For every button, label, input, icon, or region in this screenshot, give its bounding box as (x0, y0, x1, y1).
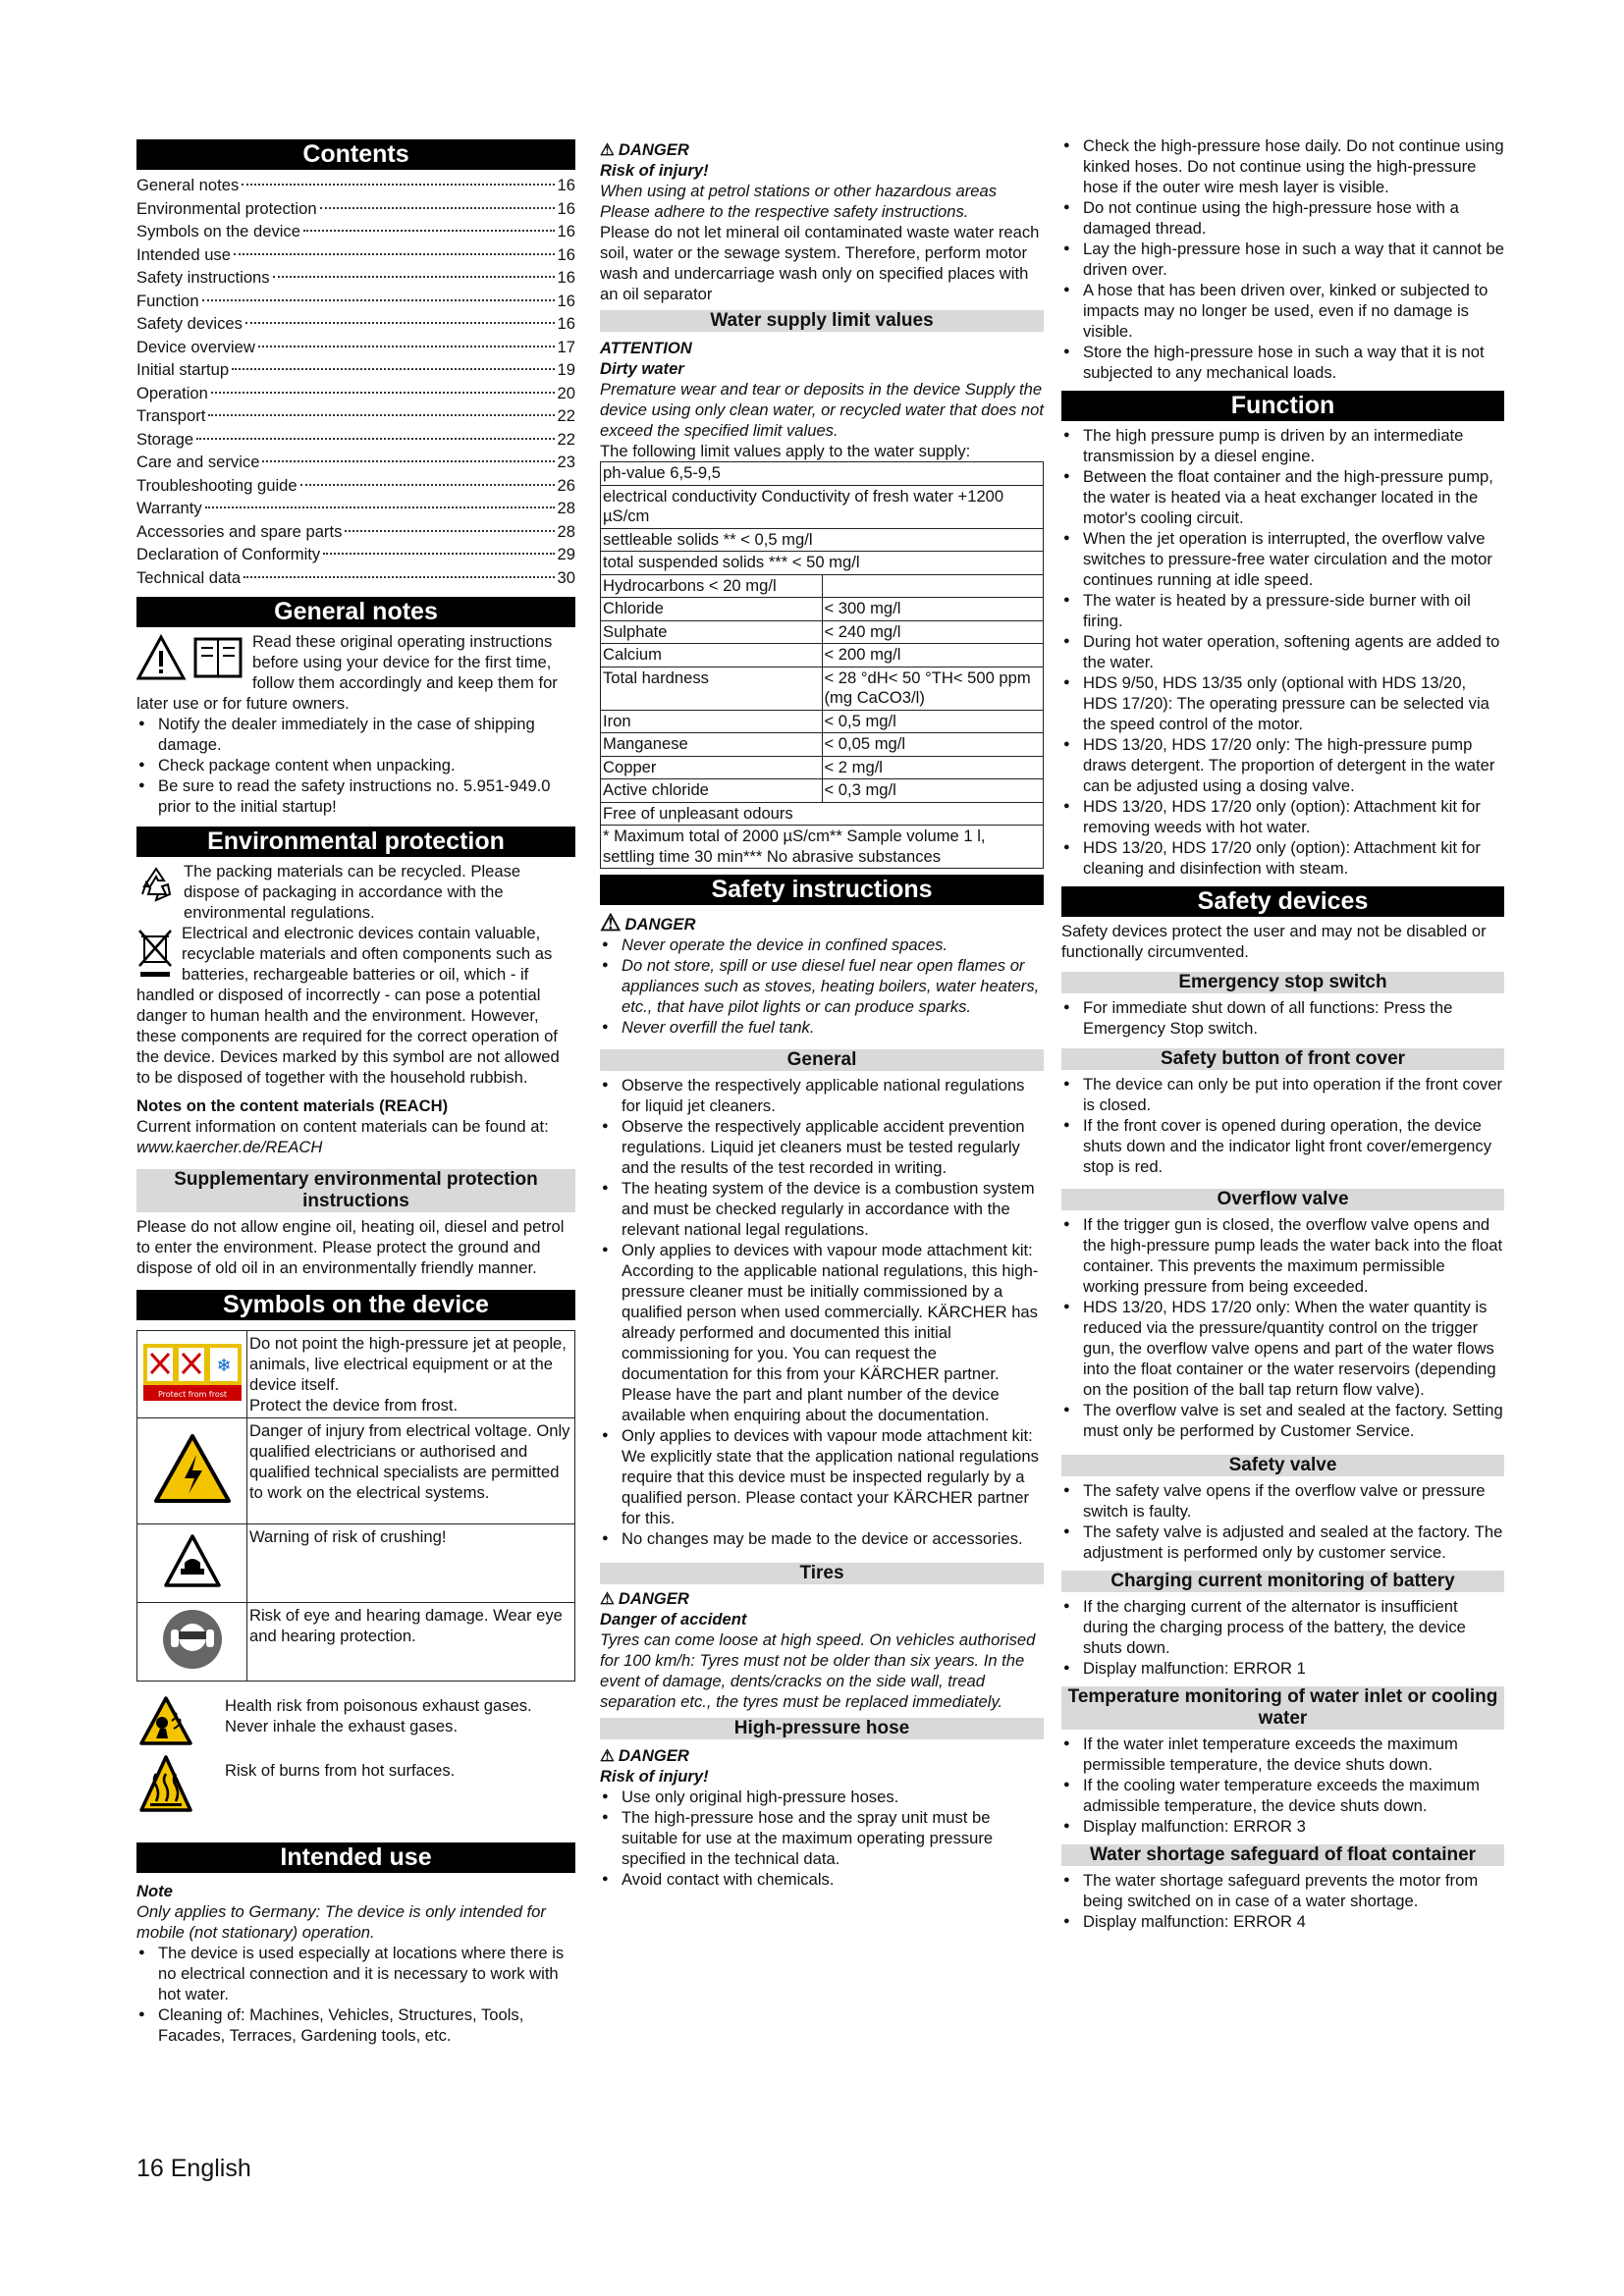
symbol-cell (137, 1524, 247, 1603)
toc-page: 20 (557, 383, 575, 402)
env-heading: Environmental protection (136, 827, 575, 857)
toc-entry[interactable] (136, 220, 575, 243)
read-manual-icon (136, 633, 244, 682)
toc-page: 16 (557, 291, 575, 310)
toc-entry[interactable] (136, 197, 575, 221)
list-item: ● Check package content when unpacking. (136, 755, 575, 775)
danger-text: DANGER (618, 1589, 689, 1608)
limit-value: < 200 mg/l (822, 644, 1044, 667)
table-row (601, 620, 1044, 644)
toc-label: General notes (136, 176, 240, 194)
list-item: ● The overflow valve is set and sealed at the factory. Setting must only be performed by Customer Service. (1061, 1400, 1504, 1441)
toc-label: Warranty (136, 499, 202, 517)
toc-page: 16 (557, 314, 575, 333)
recycle-block (136, 861, 575, 923)
svg-text:❄: ❄ (215, 1355, 232, 1376)
tires-danger: Danger of accident (600, 1610, 747, 1629)
crossed-bin-icon (136, 927, 174, 978)
symbol-text: Risk of eye and hearing damage. Wear eye and hearing protection. (247, 1603, 575, 1682)
risk-injury: Risk of injury! (600, 161, 709, 180)
limit-name: ph-value 6,5-9,5 (601, 462, 1044, 486)
toc-entry[interactable] (136, 174, 575, 197)
list-item: ● During hot water operation, softening agents are added to the water. (1061, 631, 1504, 672)
list-item: ● Observe the respectively applicable accident prevention regulations. Liquid jet cleaners must be tested regularly and the results of the test recorded in writing. (600, 1116, 1044, 1178)
table-row (601, 574, 1044, 598)
list-item: ● Check the high-pressure hose daily. Do not continue using kinked hoses. Do not continue using the high-pressure hose if the outer wire mesh layer is visible. (1061, 135, 1504, 197)
toc-page: 22 (557, 429, 575, 449)
limit-name: Free of unpleasant odours (601, 802, 1044, 826)
list-item: ● The device is used especially at locations where there is no electrical connection and it is necessary to work with hot water. (136, 1943, 575, 2004)
limit-value (822, 574, 1044, 598)
weee-text: Electrical and electronic devices contain valuable, recyclable materials and often components such as batteries, rechargeable batteries or oil, which - if handled or disposed of incorrectly - can pose a potential danger to human health and the environment. However, these components are required for the correct operation of the device. Devices marked by this symbol are not allowed to be disposed of together with the household rubbish. (136, 924, 560, 1087)
list-item: ● Display malfunction: ERROR 1 (1061, 1658, 1504, 1679)
table-row (601, 756, 1044, 779)
toc-label: Symbols on the device (136, 222, 300, 240)
list-item: ● No changes may be made to the device or accessories. (600, 1528, 1044, 1549)
symbol-jet-text: Do not point the high-pressure jet at people, animals, live electrical equipment or at the device itself. (249, 1334, 567, 1394)
symbol-text (247, 1331, 575, 1418)
reach-paragraph (136, 1116, 575, 1157)
table-row (601, 598, 1044, 621)
toc-label: Declaration of Conformity (136, 545, 321, 563)
toc-entry[interactable] (136, 520, 575, 544)
list-item: ● Only applies to devices with vapour mode attachment kit: According to the applicable national regulations, this high-pressure cleaner must be initially commissioned by a qualified person when used commercially. KÄRCHER has already performed and documented this initial commissioning for you. You can request the documentation for this from your KÄRCHER partner. Please have the part and plant number of the device available when enquiring about the documentation. (600, 1240, 1044, 1425)
burns-text: Risk of burns from hot surfaces. (225, 1761, 456, 1780)
general-notes-intro: Read these original operating instructions before using your device for the first time, follow them accordingly and keep them for later use or for future owners. (136, 632, 558, 713)
toc-leader (196, 438, 554, 440)
table-row (601, 552, 1044, 575)
general-notes-heading: General notes (136, 597, 575, 627)
water-limits-heading: Water supply limit values (600, 310, 1044, 332)
toc-page: 19 (557, 360, 575, 379)
safety-devices-text: Safety devices protect the user and may not be disabled or functionally circumvented. (1061, 922, 1487, 961)
toc-entry[interactable] (136, 451, 575, 474)
list-item: ● The device can only be put into operation if the front cover is closed. (1061, 1074, 1504, 1115)
limit-name: total suspended solids *** < 50 mg/l (601, 552, 1044, 575)
front-cover-heading: Safety button of front cover (1061, 1048, 1504, 1070)
list-item: ● If the charging current of the alternator is insufficient during the charging process of the battery, the device shuts down. (1061, 1596, 1504, 1658)
toc-page: 30 (557, 567, 575, 587)
toc-page: 26 (557, 475, 575, 495)
list-item: ● Display malfunction: ERROR 3 (1061, 1816, 1504, 1837)
charge-list (1061, 1596, 1504, 1679)
safety-danger-label (600, 910, 1044, 936)
temp-heading: Temperature monitoring of water inlet or cooling water (1061, 1686, 1504, 1730)
table-row (601, 710, 1044, 733)
toc-page: 16 (557, 244, 575, 264)
symbol-text: Danger of injury from electrical voltage. Only qualified electricians or authorised and qualified technical specialists are permitted to work on the electrical systems. (247, 1418, 575, 1524)
toc-label: Transport (136, 406, 206, 425)
toc-entry[interactable] (136, 474, 575, 498)
overflow-heading: Overflow valve (1061, 1189, 1504, 1210)
toc-entry[interactable] (136, 404, 575, 428)
limit-value: < 0,3 mg/l (822, 779, 1044, 803)
toc-leader (300, 484, 555, 486)
symbols-table (136, 1330, 575, 1682)
danger-text: DANGER (618, 1746, 689, 1765)
dirty-water-text: Premature wear and tear or deposits in the device Supply the device using only clean water, or recycled water that does not exceed the specified limit values. (600, 380, 1044, 440)
table-row (601, 462, 1044, 486)
water-limits-table (600, 461, 1044, 869)
safety-valve-list (1061, 1480, 1504, 1563)
list-item: ● The safety valve opens if the overflow valve or pressure switch is faulty. (1061, 1480, 1504, 1522)
general-notes-list (136, 714, 575, 817)
safety-danger-list (600, 934, 1044, 1038)
toc-page: 17 (557, 337, 575, 356)
list-item: ● HDS 9/50, HDS 13/35 only (optional with HDS 13/20, HDS 17/20): The operating pressure can be selected via the speed control of the motor. (1061, 672, 1504, 734)
attention-label: ATTENTION (600, 339, 692, 357)
toc-label: Operation (136, 383, 208, 402)
exhaust-text: Health risk from poisonous exhaust gases. Never inhale the exhaust gases. (225, 1696, 532, 1735)
toc-leader (232, 368, 554, 370)
limit-name: Manganese (601, 733, 823, 757)
general-notes-intro-block (136, 631, 575, 714)
note-label: Note (136, 1882, 173, 1900)
hose-danger-label (600, 1745, 1044, 1766)
hot-surface-icon (138, 1754, 193, 1813)
list-item: ● Only applies to devices with vapour mode attachment kit: We explicitly state that the application national regulations require that this device must be inspected regularly by a qualified person. Please contact your KÄRCHER partner for this. (600, 1425, 1044, 1528)
toc-page: 23 (557, 453, 575, 471)
toc-label: Device overview (136, 337, 255, 356)
toc-label: Accessories and spare parts (136, 521, 343, 541)
toc-leader (262, 460, 554, 462)
toc-page: 16 (557, 268, 575, 287)
exhaust-row (136, 1695, 575, 1746)
limit-name: Chloride (601, 598, 823, 621)
list-item: ● Between the float container and the high-pressure pump, the water is heated via a heat exchanger located in the motor's cooling circuit. (1061, 466, 1504, 528)
toc-leader (320, 207, 555, 209)
toc-label: Storage (136, 429, 194, 449)
danger-text: DANGER (624, 914, 696, 934)
estop-heading: Emergency stop switch (1061, 972, 1504, 993)
limit-name: electrical conductivity Conductivity of fresh water +1200 µS/cm (601, 485, 1044, 528)
toc-leader (258, 346, 555, 347)
list-item: ● Lay the high-pressure hose in such a way that it cannot be driven over. (1061, 239, 1504, 280)
reach-link[interactable]: www.kaercher.de/REACH (136, 1138, 323, 1156)
weee-block (136, 923, 575, 1088)
symbol-row (137, 1331, 575, 1418)
table-row (601, 485, 1044, 528)
overflow-list (1061, 1214, 1504, 1441)
column-left (136, 135, 575, 2046)
intended-use-heading: Intended use (136, 1842, 575, 1873)
symbol-row (137, 1418, 575, 1524)
limit-name: settleable solids ** < 0,5 mg/l (601, 528, 1044, 552)
column-right (1061, 135, 1504, 1932)
list-item: ● When the jet operation is interrupted, the overflow valve switches to pressure-free water circulation and the motor continues running at idle speed. (1061, 528, 1504, 590)
eye-ear-protection-icon (161, 1608, 224, 1671)
table-row (601, 826, 1044, 869)
toc-leader (205, 507, 555, 508)
water-shortage-list (1061, 1870, 1504, 1932)
charge-heading: Charging current monitoring of battery (1061, 1571, 1504, 1592)
symbol-frost-text: Protect the device from frost. (249, 1396, 459, 1415)
warning-triangle-icon: ⚠ (600, 140, 615, 159)
limit-name: Iron (601, 710, 823, 733)
tires-heading: Tires (600, 1563, 1044, 1584)
list-item: ● HDS 13/20, HDS 17/20 only: The high-pressure pump draws detergent. The proportion of detergent in the water can be adjusted using a dosing valve. (1061, 734, 1504, 796)
front-cover-list (1061, 1074, 1504, 1177)
supp-env-heading: Supplementary environmental protection instructions (136, 1169, 575, 1212)
toc-leader (303, 230, 555, 232)
toc-entry[interactable] (136, 312, 575, 336)
toc-leader (245, 322, 555, 324)
toc-page: 22 (557, 406, 575, 425)
symbols-heading: Symbols on the device (136, 1290, 575, 1320)
list-item: ● The high pressure pump is driven by an intermediate transmission by a diesel engine. (1061, 425, 1504, 466)
list-item: ● Never operate the device in confined spaces. (600, 934, 1044, 955)
list-item: ● If the trigger gun is closed, the overflow valve opens and the high-pressure pump leads the water back into the float container. This prevents the maximum permissible working pressure from being exceeded. (1061, 1214, 1504, 1297)
list-item: ● The water shortage safeguard prevents the motor from being switched on in case of a water shortage. (1061, 1870, 1504, 1911)
toc-page: 16 (557, 198, 575, 218)
toc-label: Safety instructions (136, 268, 270, 287)
safety-devices-heading: Safety devices (1061, 886, 1504, 917)
limit-value: < 240 mg/l (822, 620, 1044, 644)
warning-triangle-icon: ⚠ (600, 910, 622, 936)
toc-entry[interactable] (136, 336, 575, 359)
symbol-cell (137, 1418, 247, 1524)
toc-leader (211, 392, 555, 394)
function-list (1061, 425, 1504, 879)
limit-name: Sulphate (601, 620, 823, 644)
list-item: ● Notify the dealer immediately in the case of shipping damage. (136, 714, 575, 755)
toc-entry[interactable] (136, 428, 575, 452)
list-item: ● Never overfill the fuel tank. (600, 1017, 1044, 1038)
symbol-row (137, 1524, 575, 1603)
toc-label: Initial startup (136, 360, 230, 379)
symbol-cell (137, 1603, 247, 1682)
toc-label: Troubleshooting guide (136, 475, 298, 495)
contents-heading: Contents (136, 139, 575, 170)
toc-leader (345, 530, 554, 532)
crushing-hazard-icon (163, 1533, 222, 1588)
toc-label: Care and service (136, 453, 260, 471)
toc-entry[interactable] (136, 358, 575, 382)
tires-text: Tyres can come loose at high speed. On vehicles authorised for 100 km/h: Tyres must not be older than six years. In the event of damage, dents/cracks on the side wall, tread separation etc., the tyres must be replaced immediately. (600, 1630, 1036, 1711)
symbol-text: Warning of risk of crushing! (247, 1524, 575, 1603)
list-item: ● Display malfunction: ERROR 4 (1061, 1911, 1504, 1932)
symbol-row (137, 1603, 575, 1682)
burns-row (136, 1754, 575, 1813)
table-row (601, 644, 1044, 667)
note-text: Only applies to Germany: The device is only intended for mobile (not stationary) operation. (136, 1902, 546, 1942)
list-item: ● Do not continue using the high-pressure hose with a damaged thread. (1061, 197, 1504, 239)
reach-text: Current information on content materials can be found at: (136, 1117, 549, 1136)
list-item: ● Cleaning of: Machines, Vehicles, Structures, Tools, Facades, Terraces, Gardening tools, etc. (136, 2004, 575, 2046)
toc-leader (202, 299, 555, 301)
list-item: ● The high-pressure hose and the spray unit must be suitable for use at the maximum operating pressure specified in the technical data. (600, 1807, 1044, 1869)
temp-list (1061, 1734, 1504, 1837)
toc-entry[interactable] (136, 566, 575, 590)
general-list (600, 1075, 1044, 1549)
table-row (601, 733, 1044, 757)
hose-heading: High-pressure hose (600, 1718, 1044, 1739)
toc-leader (323, 553, 554, 555)
toc-leader (273, 276, 555, 278)
list-item: ● If the cooling water temperature exceeds the maximum admissible temperature, the device shuts down. (1061, 1775, 1504, 1816)
toc-leader (234, 253, 555, 255)
limit-name: Active chloride (601, 779, 823, 803)
limit-name: Hydrocarbons < 20 mg/l (601, 574, 823, 598)
page-footer: 16 English (136, 2155, 251, 2182)
limit-value: < 0,5 mg/l (822, 710, 1044, 733)
list-item: ● The safety valve is adjusted and sealed at the factory. The adjustment is performed only by customer service. (1061, 1522, 1504, 1563)
list-item: ● The heating system of the device is a combustion system and must be checked regularly in accordance with the relevant national legal regulations. (600, 1178, 1044, 1240)
warning-triangle-icon: ⚠ (600, 1589, 615, 1608)
table-row (601, 528, 1044, 552)
table-row (601, 802, 1044, 826)
limit-name: Total hardness (601, 667, 823, 710)
list-item: ● The water is heated by a pressure-side burner with oil firing. (1061, 590, 1504, 631)
recycle-text: The packing materials can be recycled. Please dispose of packaging in accordance with the environmental regulations. (184, 862, 521, 922)
toc-label: Technical data (136, 567, 242, 587)
no-jet-frost-icon (143, 1344, 242, 1401)
warning-triangle-icon: ⚠ (600, 1746, 615, 1765)
list-item: ● Store the high-pressure hose in such a way that it is not subjected to any mechanical loads. (1061, 342, 1504, 383)
electrical-voltage-icon (153, 1433, 232, 1504)
list-item: ● HDS 13/20, HDS 17/20 only: When the water quantity is reduced via the pressure/quantity control on the trigger gun, the overflow valve opens and part of the water flows into the float container or the water reservoirs (depending on the position of the ball tap return flow valve). (1061, 1297, 1504, 1400)
toc-label: Safety devices (136, 314, 243, 333)
frost-icon-label: Protect from frost (157, 1389, 227, 1399)
dirty-water-label: Dirty water (600, 359, 684, 378)
estop-list (1061, 997, 1504, 1039)
list-item: ● Be sure to read the safety instructions no. 5.951-949.0 prior to the initial startup! (136, 775, 575, 817)
safety-valve-heading: Safety valve (1061, 1455, 1504, 1476)
toc-leader (242, 184, 554, 186)
recycle-icon (136, 865, 176, 904)
toc-page: 16 (557, 222, 575, 240)
supp-env-text: Please do not allow engine oil, heating oil, diesel and petrol to enter the environment. Please protect the ground and dispose of old oil in an environmentally friendly manner. (136, 1217, 565, 1277)
list-item: ● HDS 13/20, HDS 17/20 only (option): Attachment kit for removing weeds with hot water. (1061, 796, 1504, 837)
list-item: ● Avoid contact with chemicals. (600, 1869, 1044, 1890)
reach-title: Notes on the content materials (REACH) (136, 1096, 449, 1115)
table-of-contents (136, 174, 575, 589)
petrol-danger-text: When using at petrol stations or other hazardous areas Please adhere to the respective safety instructions. (600, 182, 998, 221)
general-heading: General (600, 1049, 1044, 1071)
column-middle (600, 135, 1044, 1890)
toc-page: 29 (557, 545, 575, 563)
toc-label: Intended use (136, 244, 231, 264)
toc-entry[interactable] (136, 266, 575, 290)
toc-label: Environmental protection (136, 198, 317, 218)
toc-entry[interactable] (136, 497, 575, 520)
tires-danger-label (600, 1588, 1044, 1609)
limit-name: Copper (601, 756, 823, 779)
limit-name: Calcium (601, 644, 823, 667)
list-item: ● For immediate shut down of all functions: Press the Emergency Stop switch. (1061, 997, 1504, 1039)
list-item: ● Use only original high-pressure hoses. (600, 1787, 1044, 1807)
hose-risk: Risk of injury! (600, 1767, 709, 1786)
danger-text: DANGER (618, 140, 689, 159)
table-row (601, 667, 1044, 710)
limit-value: < 300 mg/l (822, 598, 1044, 621)
toc-label: Function (136, 291, 199, 310)
toc-entry[interactable] (136, 290, 575, 313)
oil-text: Please do not let mineral oil contaminated waste water reach soil, water or the sewage system. Therefore, perform motor wash and undercarriage wash only on specified places with an oil separator (600, 223, 1040, 303)
list-item: ● Observe the respectively applicable national regulations for liquid jet cleaners. (600, 1075, 1044, 1116)
exhaust-gas-icon (138, 1695, 193, 1746)
list-item: ● If the front cover is opened during operation, the device shuts down and the indicator light front cover/emergency stop is red. (1061, 1115, 1504, 1177)
list-item: ● HDS 13/20, HDS 17/20 only (option): Attachment kit for cleaning and disinfection with steam. (1061, 837, 1504, 879)
toc-leader (244, 576, 554, 578)
symbol-cell (137, 1331, 247, 1418)
toc-entry[interactable] (136, 382, 575, 405)
limit-value: < 0,05 mg/l (822, 733, 1044, 757)
hose-more-list (1061, 135, 1504, 383)
limit-value: < 2 mg/l (822, 756, 1044, 779)
toc-page: 16 (557, 176, 575, 194)
list-item: ● Do not store, spill or use diesel fuel near open flames or appliances such as stoves, heating boilers, water heaters, etc., that have pilot lights or can produce sparks. (600, 955, 1044, 1017)
toc-entry[interactable] (136, 543, 575, 566)
table-row (601, 779, 1044, 803)
danger-label (600, 139, 1044, 160)
water-shortage-heading: Water shortage safeguard of float container (1061, 1844, 1504, 1866)
toc-page: 28 (557, 521, 575, 541)
function-heading: Function (1061, 391, 1504, 421)
limit-name: * Maximum total of 2000 µS/cm** Sample volume 1 l, settling time 30 min*** No abrasive substances (601, 826, 1044, 869)
hose-list (600, 1787, 1044, 1890)
limit-value: < 28 °dH< 50 °TH< 500 ppm (mg CaCO3/l) (822, 667, 1044, 710)
intended-use-list (136, 1943, 575, 2046)
list-item: ● If the water inlet temperature exceeds the maximum permissible temperature, the device shuts down. (1061, 1734, 1504, 1775)
safety-instructions-heading: Safety instructions (600, 875, 1044, 905)
toc-page: 28 (557, 499, 575, 517)
toc-leader (208, 414, 554, 416)
list-item: ● A hose that has been driven over, kinked or subjected to impacts may no longer be used, even if no damage is visible. (1061, 280, 1504, 342)
limits-intro: The following limit values apply to the water supply: (600, 442, 971, 460)
toc-entry[interactable] (136, 243, 575, 267)
